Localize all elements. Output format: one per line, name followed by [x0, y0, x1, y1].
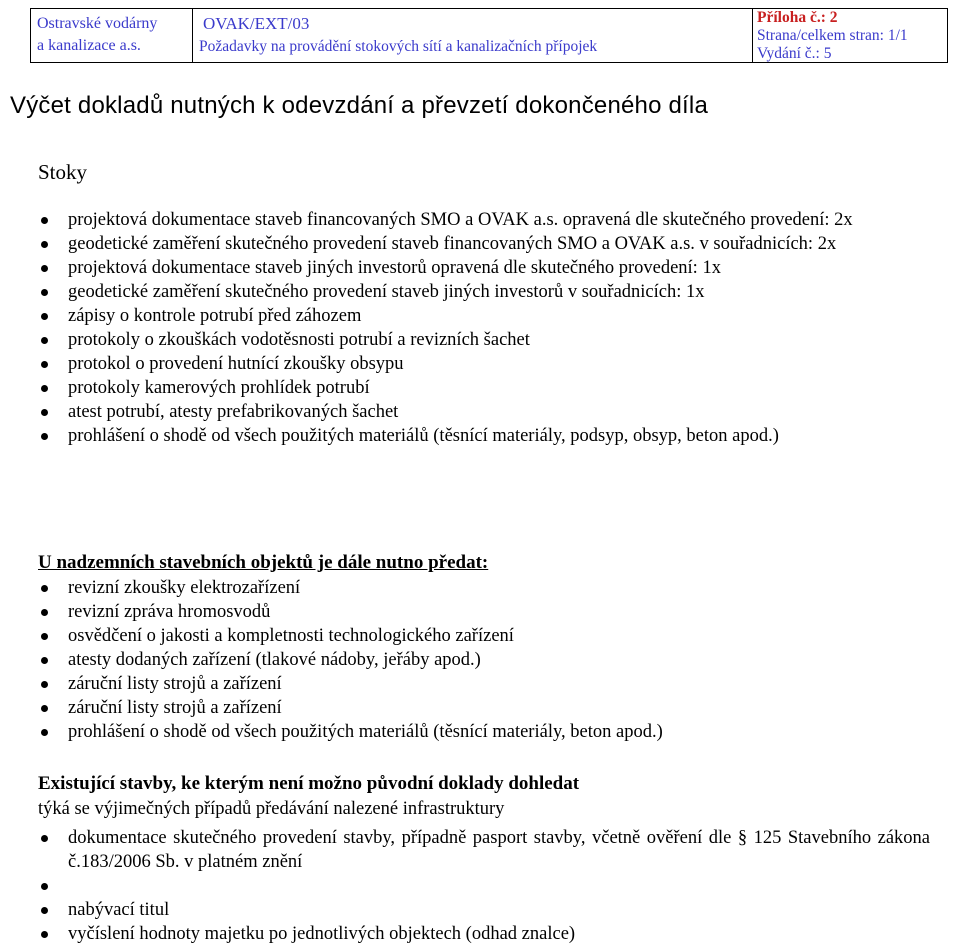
bullet-icon — [41, 337, 48, 344]
bullet-icon — [41, 217, 48, 224]
company-line-2: a kanalizace a.s. — [37, 37, 141, 54]
bullet-icon — [41, 729, 48, 736]
bullet-icon — [41, 585, 48, 592]
nadzemni-list — [38, 576, 930, 744]
list-item: projektová dokumentace staveb financovaných SMO a OVAK a.s. opravená dle skutečného provedení: 2x — [38, 208, 930, 232]
list-item: prohlášení o shodě od všech použitých materiálů (těsnící materiály, podsyp, obsyp, beton apod.) — [38, 424, 930, 448]
list-item: protokol o provedení hutnící zkoušky obsypu — [38, 352, 930, 376]
bullet-icon — [41, 385, 48, 392]
list-item: atesty dodaných zařízení (tlakové nádoby, jeřáby apod.) — [38, 648, 930, 672]
header-document — [193, 9, 753, 62]
section-heading-stoky: Stoky — [38, 160, 88, 184]
bullet-icon — [41, 409, 48, 416]
bullet-icon — [41, 265, 48, 272]
bullet-icon — [41, 907, 48, 914]
list-item: dokumentace skutečného provedení stavby, případně pasport stavby, včetně ověření dle § 125 Stavebního zákona č.183/2006 Sb. v platném znění — [38, 826, 930, 874]
bullet-icon — [41, 361, 48, 368]
stoky-list — [38, 208, 930, 448]
doc-code: OVAK/EXT/03 — [203, 14, 310, 33]
list-item: protokoly o zkouškách vodotěsnosti potrubí a revizních šachet — [38, 328, 930, 352]
list-item: atest potrubí, atesty prefabrikovaných šachet — [38, 400, 930, 424]
existujici-list — [38, 826, 930, 946]
list-item: záruční listy strojů a zařízení — [38, 696, 930, 720]
list-item: geodetické zaměření skutečného provedení staveb financovaných SMO a OVAK a.s. v souřadnicích: 2x — [38, 232, 930, 256]
list-item: záruční listy strojů a zařízení — [38, 672, 930, 696]
list-item: vyčíslení hodnoty majetku po jednotlivých objektech (odhad znalce) — [38, 922, 930, 946]
list-item: prohlášení o shodě od všech použitých materiálů (těsnící materiály, beton apod.) — [38, 720, 930, 744]
header-company — [31, 9, 193, 62]
list-item: revizní zpráva hromosvodů — [38, 600, 930, 624]
doc-subtitle: Požadavky na provádění stokových sítí a kanalizačních přípojek — [199, 38, 598, 55]
bullet-icon — [41, 313, 48, 320]
bullet-icon — [41, 633, 48, 640]
bullet-icon — [41, 433, 48, 440]
bullet-icon — [41, 931, 48, 938]
page-title: Výčet dokladů nutných k odevzdání a převzetí dokončeného díla — [10, 92, 708, 119]
bullet-icon — [41, 289, 48, 296]
list-item: protokoly kamerových prohlídek potrubí — [38, 376, 930, 400]
bullet-icon — [41, 705, 48, 712]
issue-number: Vydání č.: 5 — [757, 45, 832, 62]
existujici-intro: týká se výjimečných případů předávání nalezené infrastruktury — [38, 799, 505, 819]
list-item: revizní zkoušky elektrozařízení — [38, 576, 930, 600]
list-item: geodetické zaměření skutečného provedení staveb jiných investorů v souřadnicích: 1x — [38, 280, 930, 304]
annex-number: Příloha č.: 2 — [757, 9, 838, 26]
bullet-icon — [41, 609, 48, 616]
bullet-icon — [41, 883, 48, 890]
bullet-icon — [41, 657, 48, 664]
bullet-icon — [41, 681, 48, 688]
section-heading-existujici: Existující stavby, ke kterým není možno původní doklady dohledat — [38, 773, 580, 794]
company-line-1: Ostravské vodárny — [37, 15, 158, 32]
section-heading-nadzemni: U nadzemních stavebních objektů je dále nutno předat: — [38, 552, 489, 573]
list-item: osvědčení o jakosti a kompletnosti technologického zařízení — [38, 624, 930, 648]
list-item — [38, 874, 930, 898]
bullet-icon — [41, 241, 48, 248]
list-item: zápisy o kontrole potrubí před záhozem — [38, 304, 930, 328]
header-meta — [753, 9, 947, 62]
list-item: nabývací titul — [38, 898, 930, 922]
bullet-icon — [41, 835, 48, 842]
list-item: projektová dokumentace staveb jiných investorů opravená dle skutečného provedení: 1x — [38, 256, 930, 280]
page-count: Strana/celkem stran: 1/1 — [757, 27, 908, 44]
document-header — [30, 8, 948, 63]
